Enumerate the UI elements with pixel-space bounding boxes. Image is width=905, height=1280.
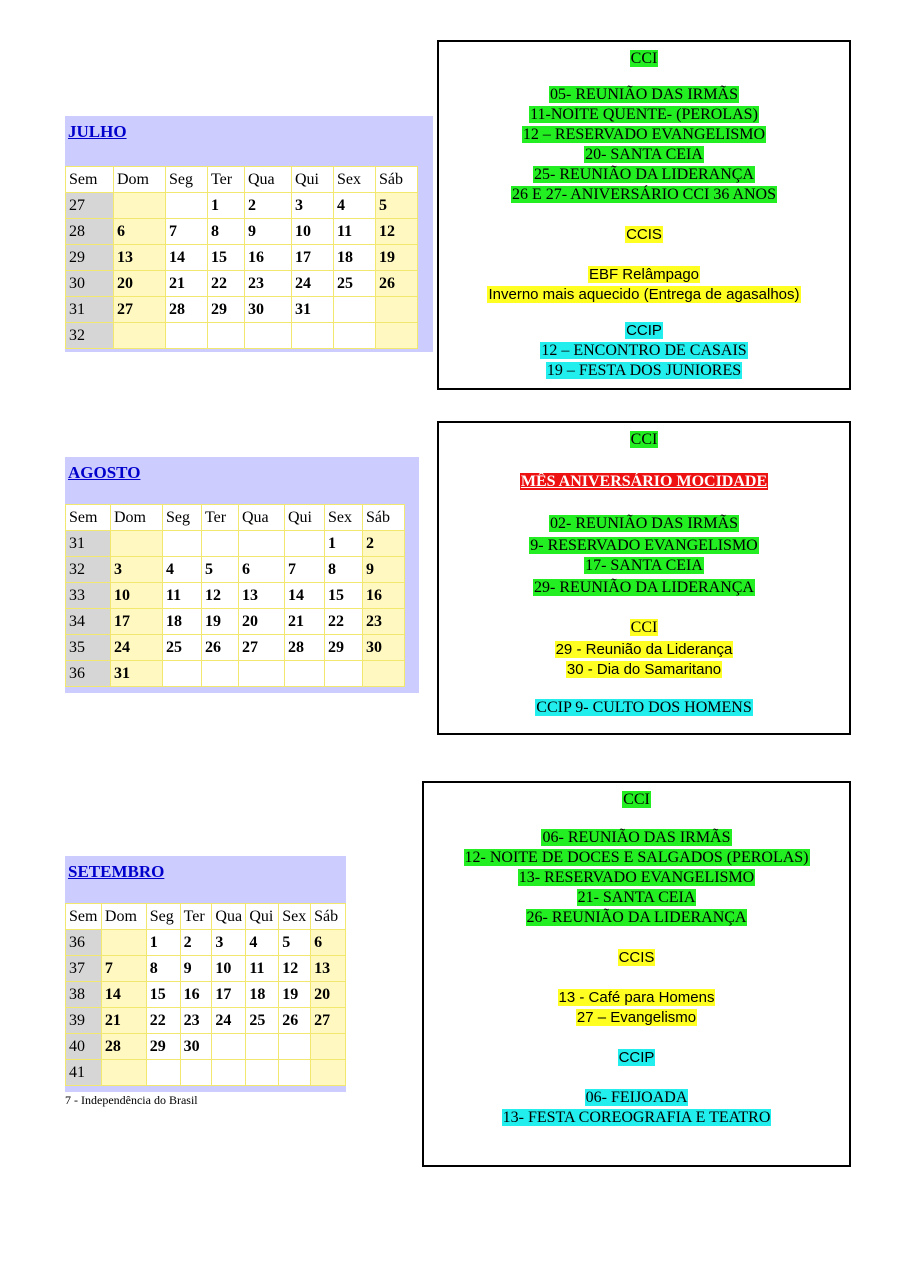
weekday-header: Sex — [334, 167, 376, 193]
event-text: 19 – FESTA DOS JUNIORES — [546, 362, 742, 379]
day-cell: 29 — [325, 635, 363, 661]
weekday-header: Ter — [180, 904, 212, 930]
day-cell — [202, 531, 239, 557]
event-line — [439, 106, 849, 124]
day-cell: 27 — [239, 635, 285, 661]
day-cell: 8 — [146, 956, 180, 982]
weekday-header-row — [66, 167, 418, 193]
weekday-header: Sem — [66, 904, 102, 930]
day-cell: 25 — [163, 635, 202, 661]
event-line — [439, 166, 849, 184]
day-cell — [311, 1034, 346, 1060]
week-number: 32 — [66, 323, 114, 349]
day-cell — [246, 1034, 279, 1060]
weekday-header: Sex — [279, 904, 311, 930]
day-cell — [239, 531, 285, 557]
event-text: 29 - Reunião da Liderança — [555, 641, 733, 658]
event-line — [424, 989, 849, 1006]
event-text: 06- FEIJOADA — [585, 1089, 688, 1106]
day-cell: 3 — [292, 193, 334, 219]
day-cell: 7 — [285, 557, 325, 583]
day-cell: 21 — [166, 271, 208, 297]
event-line — [439, 431, 849, 449]
week-number: 40 — [66, 1034, 102, 1060]
day-cell: 10 — [292, 219, 334, 245]
day-cell: 12 — [279, 956, 311, 982]
event-line — [424, 949, 849, 966]
events-box-1 — [437, 40, 851, 390]
day-cell: 28 — [101, 1034, 146, 1060]
event-line — [439, 619, 849, 637]
event-line — [439, 126, 849, 144]
weekday-header: Sex — [325, 505, 363, 531]
event-text: 26- REUNIÃO DA LIDERANÇA — [526, 909, 747, 926]
weekday-header: Dom — [114, 167, 166, 193]
calendar-julho — [65, 116, 433, 352]
week-number: 34 — [66, 609, 111, 635]
event-text: 30 - Dia do Samaritano — [566, 661, 722, 678]
week-row — [66, 297, 418, 323]
day-cell: 30 — [245, 297, 292, 323]
day-cell: 9 — [245, 219, 292, 245]
event-text: 17- SANTA CEIA — [585, 557, 703, 574]
week-row — [66, 609, 405, 635]
day-cell: 18 — [163, 609, 202, 635]
weekday-header: Sáb — [376, 167, 418, 193]
day-cell: 6 — [114, 219, 166, 245]
day-cell — [279, 1034, 311, 1060]
event-line — [439, 473, 849, 491]
day-cell: 11 — [246, 956, 279, 982]
day-cell: 5 — [279, 930, 311, 956]
week-row — [66, 193, 418, 219]
day-cell: 19 — [202, 609, 239, 635]
event-line — [424, 849, 849, 867]
day-cell — [208, 323, 245, 349]
week-number: 27 — [66, 193, 114, 219]
day-cell: 2 — [180, 930, 212, 956]
event-line — [439, 699, 849, 717]
day-cell: 10 — [212, 956, 246, 982]
day-cell: 5 — [376, 193, 418, 219]
day-cell: 27 — [311, 1008, 346, 1034]
event-line — [439, 557, 849, 575]
day-cell — [163, 661, 202, 687]
week-row — [66, 219, 418, 245]
day-cell — [202, 661, 239, 687]
event-line — [439, 579, 849, 597]
day-cell: 20 — [114, 271, 166, 297]
day-cell: 27 — [114, 297, 166, 323]
event-text: CCI — [623, 791, 650, 808]
day-cell: 24 — [212, 1008, 246, 1034]
weekday-header: Qua — [245, 167, 292, 193]
day-cell — [292, 323, 334, 349]
day-cell: 11 — [334, 219, 376, 245]
event-text: CCI — [630, 50, 658, 67]
day-cell: 1 — [146, 930, 180, 956]
day-cell: 19 — [376, 245, 418, 271]
day-cell: 13 — [311, 956, 346, 982]
event-text: 12- NOITE DE DOCES E SALGADOS (PEROLAS) — [464, 849, 809, 866]
weekday-header: Qua — [239, 505, 285, 531]
day-cell: 9 — [180, 956, 212, 982]
month-title[interactable]: JULHO — [68, 122, 127, 141]
week-row — [66, 956, 346, 982]
day-cell: 24 — [111, 635, 163, 661]
day-cell: 2 — [245, 193, 292, 219]
event-text: 05- REUNIÃO DAS IRMÃS — [549, 86, 738, 103]
day-cell: 25 — [334, 271, 376, 297]
day-cell: 20 — [239, 609, 285, 635]
event-line — [439, 641, 849, 658]
day-cell: 31 — [292, 297, 334, 323]
event-text: 25- REUNIÃO DA LIDERANÇA — [534, 166, 754, 183]
event-line — [424, 1009, 849, 1026]
event-text: 29- REUNIÃO DA LIDERANÇA — [534, 579, 754, 596]
event-text: Inverno mais aquecido (Entrega de agasalhos) — [488, 286, 800, 303]
event-line — [439, 186, 849, 204]
weekday-header: Seg — [166, 167, 208, 193]
week-number: 39 — [66, 1008, 102, 1034]
calendar-grid — [65, 504, 405, 687]
day-cell: 16 — [363, 583, 405, 609]
day-cell: 25 — [246, 1008, 279, 1034]
day-cell: 16 — [245, 245, 292, 271]
event-line — [424, 1109, 849, 1127]
week-number: 33 — [66, 583, 111, 609]
event-line — [439, 226, 849, 243]
day-cell: 21 — [101, 1008, 146, 1034]
day-cell: 15 — [325, 583, 363, 609]
day-cell — [114, 323, 166, 349]
day-cell: 26 — [279, 1008, 311, 1034]
event-text: 12 – ENCONTRO DE CASAIS — [541, 342, 747, 359]
events-box-2 — [437, 421, 851, 735]
day-cell — [111, 531, 163, 557]
event-text: CCIS — [618, 949, 655, 966]
week-row — [66, 635, 405, 661]
day-cell: 19 — [279, 982, 311, 1008]
week-number: 41 — [66, 1060, 102, 1086]
day-cell: 15 — [146, 982, 180, 1008]
day-cell — [376, 297, 418, 323]
weekday-header: Dom — [111, 505, 163, 531]
event-text: 9- RESERVADO EVANGELISMO — [530, 537, 758, 554]
month-title[interactable]: SETEMBRO — [68, 862, 165, 881]
event-line — [439, 362, 849, 380]
day-cell: 18 — [334, 245, 376, 271]
day-cell — [325, 661, 363, 687]
event-line — [439, 266, 849, 283]
weekday-header: Qui — [292, 167, 334, 193]
event-line — [424, 909, 849, 927]
day-cell — [239, 661, 285, 687]
week-row — [66, 1034, 346, 1060]
event-text: CCI — [630, 431, 658, 448]
day-cell: 13 — [239, 583, 285, 609]
weekday-header: Qui — [246, 904, 279, 930]
day-cell: 8 — [208, 219, 245, 245]
day-cell: 6 — [239, 557, 285, 583]
day-cell — [279, 1060, 311, 1086]
day-cell — [114, 193, 166, 219]
day-cell: 4 — [334, 193, 376, 219]
calendar-setembro — [65, 856, 346, 1092]
day-cell: 26 — [202, 635, 239, 661]
day-cell: 21 — [285, 609, 325, 635]
day-cell: 22 — [208, 271, 245, 297]
weekday-header: Ter — [202, 505, 239, 531]
day-cell — [166, 323, 208, 349]
week-number: 37 — [66, 956, 102, 982]
event-text: CCIS — [626, 226, 662, 243]
day-cell — [101, 930, 146, 956]
event-line — [439, 322, 849, 339]
day-cell — [180, 1060, 212, 1086]
weekday-header: Seg — [163, 505, 202, 531]
event-line — [439, 86, 849, 104]
day-cell — [212, 1034, 246, 1060]
day-cell — [376, 323, 418, 349]
day-cell — [311, 1060, 346, 1086]
day-cell: 12 — [202, 583, 239, 609]
day-cell: 15 — [208, 245, 245, 271]
event-text: 27 – Evangelismo — [576, 1009, 697, 1026]
day-cell: 10 — [111, 583, 163, 609]
weekday-header: Sáb — [311, 904, 346, 930]
day-cell — [246, 1060, 279, 1086]
event-text: CCIP 9- CULTO DOS HOMENS — [536, 699, 752, 716]
day-cell — [166, 193, 208, 219]
week-number: 29 — [66, 245, 114, 271]
day-cell — [146, 1060, 180, 1086]
event-line — [439, 146, 849, 164]
day-cell: 4 — [163, 557, 202, 583]
day-cell: 6 — [311, 930, 346, 956]
event-line — [439, 342, 849, 360]
day-cell: 14 — [101, 982, 146, 1008]
day-cell: 29 — [146, 1034, 180, 1060]
day-cell — [334, 297, 376, 323]
week-row — [66, 661, 405, 687]
day-cell: 17 — [292, 245, 334, 271]
day-cell — [245, 323, 292, 349]
event-text: 12 – RESERVADO EVANGELISMO — [522, 126, 766, 143]
weekday-header: Qua — [212, 904, 246, 930]
weekday-header-row — [66, 505, 405, 531]
weekday-header: Sem — [66, 167, 114, 193]
event-text: 13- RESERVADO EVANGELISMO — [518, 869, 755, 886]
weekday-header: Sem — [66, 505, 111, 531]
day-cell: 1 — [208, 193, 245, 219]
week-number: 36 — [66, 661, 111, 687]
events-box-3 — [422, 781, 851, 1167]
day-cell: 22 — [325, 609, 363, 635]
day-cell: 13 — [114, 245, 166, 271]
week-row — [66, 531, 405, 557]
calendar-grid — [65, 166, 418, 349]
day-cell — [285, 531, 325, 557]
event-text: CCIP — [618, 1049, 655, 1066]
event-text: 21- SANTA CEIA — [577, 889, 696, 906]
week-row — [66, 557, 405, 583]
day-cell: 4 — [246, 930, 279, 956]
day-cell: 5 — [202, 557, 239, 583]
day-cell: 20 — [311, 982, 346, 1008]
week-number: 32 — [66, 557, 111, 583]
day-cell: 30 — [363, 635, 405, 661]
day-cell: 23 — [363, 609, 405, 635]
day-cell — [285, 661, 325, 687]
event-text: 13- FESTA COREOGRAFIA E TEATRO — [502, 1109, 771, 1126]
day-cell: 26 — [376, 271, 418, 297]
day-cell: 30 — [180, 1034, 212, 1060]
day-cell — [212, 1060, 246, 1086]
weekday-header: Ter — [208, 167, 245, 193]
day-cell: 18 — [246, 982, 279, 1008]
event-line — [439, 661, 849, 678]
day-cell: 7 — [166, 219, 208, 245]
day-cell: 11 — [163, 583, 202, 609]
week-row — [66, 583, 405, 609]
day-cell: 3 — [111, 557, 163, 583]
event-text: 13 - Café para Homens — [558, 989, 715, 1006]
day-cell: 22 — [146, 1008, 180, 1034]
day-cell: 17 — [111, 609, 163, 635]
event-line — [424, 1049, 849, 1066]
event-line — [439, 286, 849, 303]
day-cell: 3 — [212, 930, 246, 956]
week-row — [66, 982, 346, 1008]
event-line — [424, 829, 849, 847]
week-row — [66, 1008, 346, 1034]
week-row — [66, 1060, 346, 1086]
event-text: MÊS ANIVERSÁRIO MOCIDADE — [520, 473, 768, 490]
week-row — [66, 271, 418, 297]
day-cell: 23 — [245, 271, 292, 297]
day-cell: 14 — [166, 245, 208, 271]
week-number: 28 — [66, 219, 114, 245]
day-cell: 29 — [208, 297, 245, 323]
day-cell: 16 — [180, 982, 212, 1008]
day-cell: 12 — [376, 219, 418, 245]
day-cell: 23 — [180, 1008, 212, 1034]
week-number: 30 — [66, 271, 114, 297]
weekday-header: Dom — [101, 904, 146, 930]
event-line — [424, 889, 849, 907]
day-cell: 8 — [325, 557, 363, 583]
event-text: 06- REUNIÃO DAS IRMÃS — [542, 829, 731, 846]
event-line — [439, 537, 849, 555]
day-cell: 28 — [166, 297, 208, 323]
day-cell: 17 — [212, 982, 246, 1008]
calendar-agosto — [65, 457, 419, 693]
day-cell: 7 — [101, 956, 146, 982]
day-cell: 9 — [363, 557, 405, 583]
event-line — [424, 1089, 849, 1107]
event-text: 20- SANTA CEIA — [585, 146, 703, 163]
day-cell: 2 — [363, 531, 405, 557]
event-text: CCIP — [626, 322, 662, 339]
event-line — [424, 791, 849, 809]
day-cell: 31 — [111, 661, 163, 687]
event-line — [439, 515, 849, 533]
weekday-header: Seg — [146, 904, 180, 930]
event-text: CCI — [630, 619, 658, 636]
month-title[interactable]: AGOSTO — [68, 463, 141, 482]
week-number: 36 — [66, 930, 102, 956]
week-number: 35 — [66, 635, 111, 661]
event-text: 11-NOITE QUENTE- (PEROLAS) — [530, 106, 758, 123]
event-text: EBF Relâmpago — [588, 266, 700, 283]
event-text: 26 E 27- ANIVERSÁRIO CCI 36 ANOS — [511, 186, 776, 203]
week-row — [66, 930, 346, 956]
event-line — [439, 50, 849, 68]
calendar-grid — [65, 903, 346, 1086]
day-cell — [163, 531, 202, 557]
weekday-header: Qui — [285, 505, 325, 531]
day-cell — [334, 323, 376, 349]
day-cell: 24 — [292, 271, 334, 297]
weekday-header: Sáb — [363, 505, 405, 531]
week-row — [66, 323, 418, 349]
day-cell — [101, 1060, 146, 1086]
event-text: 02- REUNIÃO DAS IRMÃS — [549, 515, 738, 532]
week-number: 31 — [66, 531, 111, 557]
event-line — [424, 869, 849, 887]
week-number: 38 — [66, 982, 102, 1008]
holiday-note: 7 - Independência do Brasil — [65, 1093, 198, 1107]
week-row — [66, 245, 418, 271]
week-number: 31 — [66, 297, 114, 323]
day-cell: 1 — [325, 531, 363, 557]
day-cell: 28 — [285, 635, 325, 661]
day-cell: 14 — [285, 583, 325, 609]
day-cell — [363, 661, 405, 687]
weekday-header-row — [66, 904, 346, 930]
